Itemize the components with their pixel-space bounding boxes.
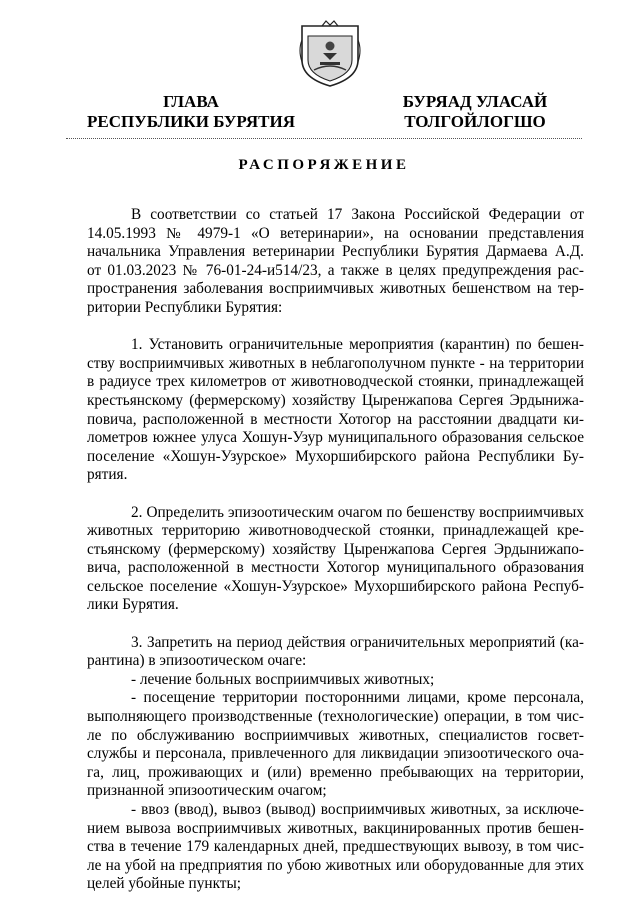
body-line: начальника Управления ветеринарии Республики Бурятия Дармаева А.Д.: [87, 243, 584, 261]
body-line: га, лиц, проживающих и (или) временно пребывающих на территории,: [87, 763, 584, 781]
body-line: ству восприимчивых животных в неблагополучном пункте - на территории: [87, 354, 584, 372]
issuer-line: ГЛАВА: [163, 92, 219, 111]
body-line: 3. Запретить на период действия ограничительных мероприятий (ка-: [131, 633, 584, 651]
body-line: ства в течение 179 календарных дней, предшествующих вывозу, в том чис-: [87, 838, 584, 856]
body-line: выполняющего производственные (технологические) операции, в том чис-: [87, 708, 584, 726]
body-line: ле по обслуживанию восприимчивых животных, специалистов госвет-: [87, 726, 584, 744]
body-line: - лечение больных восприимчивых животных;: [131, 670, 435, 688]
body-line: рантина) в эпизоотическом очаге:: [87, 652, 307, 670]
body-line: животных территорию животноводческой стоянки, принадлежащей кре-: [87, 522, 584, 540]
paragraph-gap: [87, 615, 584, 634]
issuer-line: БУРЯАД УЛАСАЙ: [402, 92, 548, 111]
body-line: в радиусе трех километров от животноводческой стоянки, принадлежащей: [87, 373, 584, 391]
body-line: В соответствии со статьей 17 Закона Российской Федерации от: [131, 206, 584, 223]
body-line: - посещение территории посторонними лицами, кроме персонала,: [131, 689, 584, 707]
body-line: пространения заболевания восприимчивых животных бешенством на тер-: [87, 280, 584, 298]
issuer-line: ТОЛГОЙЛОГШО: [404, 112, 546, 131]
body-line: признанной эпизоотическим очагом;: [87, 782, 327, 800]
body-line: стьянскому (фермерскому) хозяйству Цыренжапова Сергея Эрдынижапо-: [87, 540, 584, 558]
document-body: [87, 206, 584, 894]
body-line: от 01.03.2023 № 76-01-24-и514/23, а также в целях предупреждения рас-: [87, 261, 584, 279]
paragraph-gap: [87, 485, 584, 504]
body-line: вича, расположенной в местности Хотогор муниципального образования: [87, 559, 584, 577]
header-divider: [66, 138, 582, 139]
body-line: повича, расположенной в местности Хотогор на расстоянии двадцати ки-: [87, 410, 584, 428]
body-line: 1. Установить ограничительные мероприятия (карантин) по бешен-: [131, 336, 584, 354]
issuer-line: РЕСПУБЛИКИ БУРЯТИЯ: [87, 112, 295, 131]
coat-of-arms-icon: [298, 20, 362, 88]
body-line: 2. Определить эпизоотическим очагом по бешенству восприимчивых: [131, 503, 584, 521]
body-line: нием вывоза восприимчивых животных, вакцинированных против бешен-: [87, 819, 584, 837]
issuer-title-russian: [86, 92, 296, 132]
body-line: целей убойные пункты;: [87, 875, 242, 893]
body-line: поселение «Хошун-Узурское» Мухоршибирского района Республики Бу-: [87, 447, 584, 465]
paragraph-gap: [87, 318, 584, 337]
body-line: лометров южнее улуса Хошун-Узур муниципального образования сельское: [87, 429, 584, 447]
body-line: рятия.: [87, 466, 128, 484]
body-line: ле на убой на предприятия по убою животных или оборудованные для этих: [87, 856, 584, 874]
body-line: - ввоз (ввод), вывоз (вывод) восприимчивых животных, за исключе-: [131, 801, 584, 818]
document-title: РАСПОРЯЖЕНИЕ: [238, 157, 410, 173]
issuer-title-buryat: [370, 92, 580, 132]
body-line: ритории Республики Бурятия:: [87, 298, 283, 316]
body-line: службы и персонала, привлеченного для ликвидации эпизоотического оча-: [87, 745, 584, 763]
body-line: 14.05.1993 № 4979-1 «О ветеринарии», на основании представления: [87, 224, 584, 242]
body-line: крестьянскому (фермерскому) хозяйству Цыренжапова Сергея Эрдынижа-: [87, 391, 584, 409]
body-line: лики Бурятия.: [87, 596, 179, 614]
body-line: сельское поселение «Хошун-Узурское» Мухоршибирского района Респуб-: [87, 577, 584, 595]
